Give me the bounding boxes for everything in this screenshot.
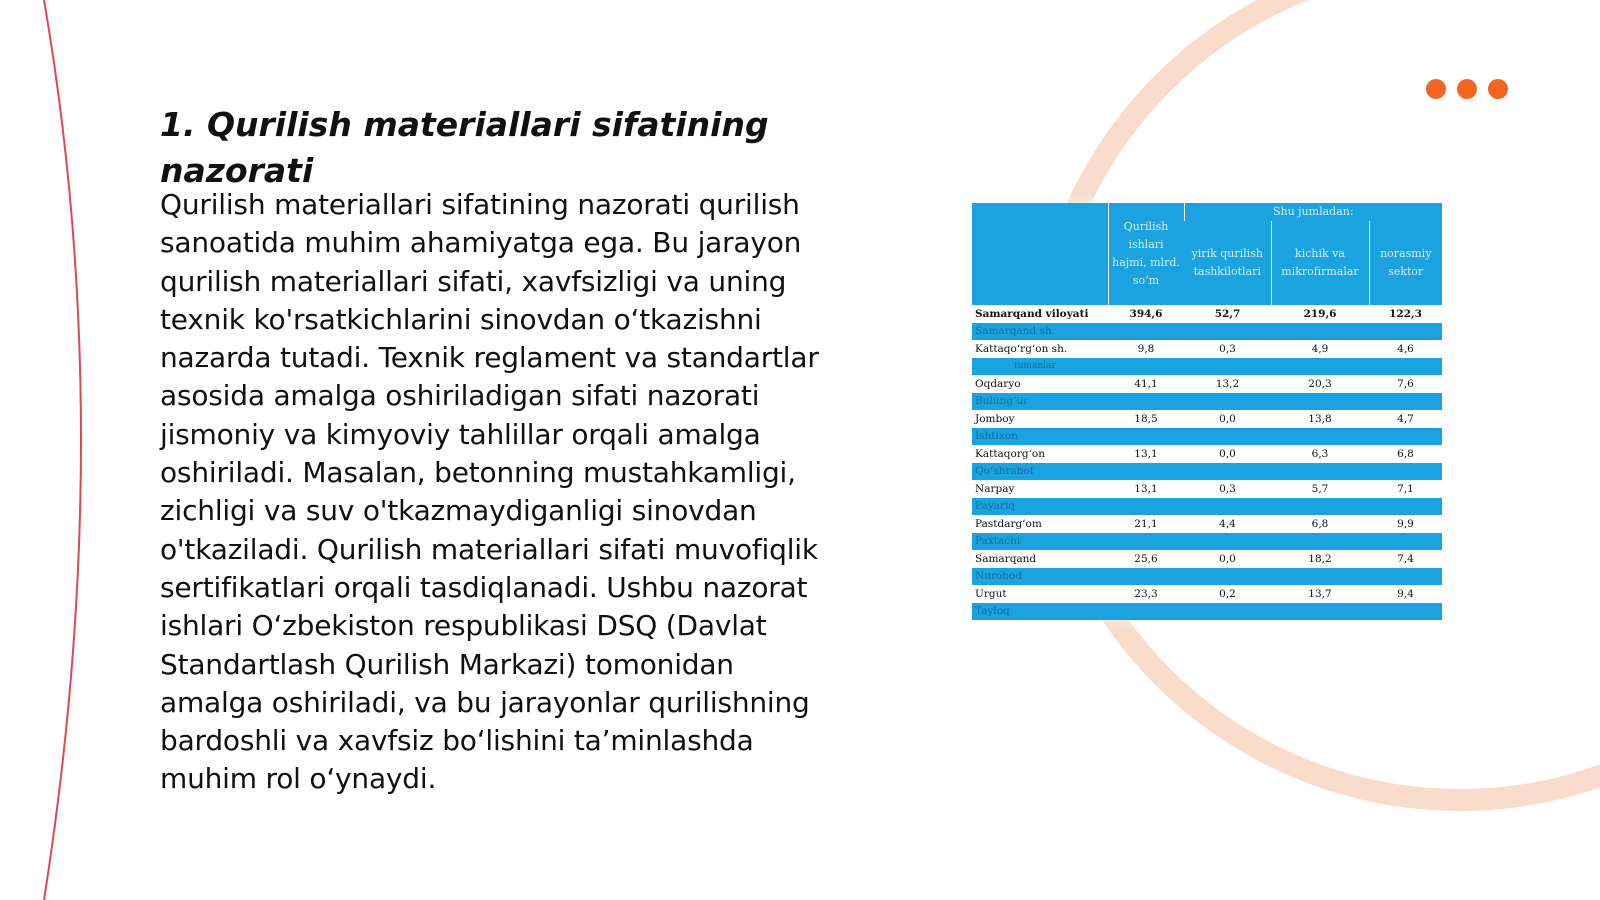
table-cell-value: 0,0 [1219,412,1236,425]
table-cell-name: Bulung‘ur [972,393,1108,411]
slide-title: 1. Qurilish materiallari sifatining nazorati [160,105,769,190]
table-cell-value: 7,6 [1397,377,1414,390]
table-row [972,550,1442,568]
more-options-icon[interactable] [1426,79,1508,99]
table-cell-value [1184,568,1271,586]
table-cell-value [1271,568,1369,586]
table-cell-value [1184,393,1271,411]
table-row [972,585,1442,603]
table-cell-value: 9,8 [1137,342,1155,355]
table-cell-value: 20,3 [1308,377,1332,390]
table-cell-value: 4,7 [1397,412,1414,425]
table-row [972,515,1442,533]
table-cell-value: 25,6 [1134,552,1158,565]
table-cell-name: Samarqand sh. [972,323,1108,341]
table-cell-value [1184,498,1271,516]
table-cell-value [1108,463,1184,481]
dot-icon [1426,79,1446,99]
table-cell-value [1108,498,1184,516]
table-row [972,568,1442,586]
table-cell-value: 7,4 [1397,552,1414,565]
table-cell-value: 6,8 [1311,517,1329,530]
table-header-cell: norasmiy sektor [1369,221,1442,305]
table-cell-value: 13,1 [1134,482,1158,495]
table-header-row [972,203,1442,221]
table-cell-value: 13,8 [1308,412,1332,425]
table-cell-name: Urgut [975,587,1007,600]
table-cell-value [1271,603,1369,621]
table-row [972,323,1442,341]
table-cell-name: Qo‘shrabot [972,463,1108,481]
table-row [972,410,1442,428]
table-cell-value: 18,5 [1134,412,1158,425]
table-cell-value [1108,603,1184,621]
table-cell-value [1184,323,1271,341]
table-cell-value [1369,533,1442,551]
table-cell-name: Oqdaryo [975,377,1021,390]
table-row [972,533,1442,551]
table-row [972,305,1442,323]
table-cell-value [1108,533,1184,551]
table-cell-value: 0,0 [1219,447,1236,460]
table-cell-value [1271,533,1369,551]
table-cell-value: 13,1 [1134,447,1158,460]
table-row [972,463,1442,481]
table-cell-value: 9,4 [1397,587,1414,600]
table-cell-value [1184,603,1271,621]
table-cell-value [1108,568,1184,586]
table-row [972,358,1442,376]
table-cell-value [1369,568,1442,586]
table-cell-name: Ishtixon [972,428,1108,446]
table-cell-name: Paxtachi [972,533,1108,551]
table-cell-value [1271,498,1369,516]
table-header-cell: yirik qurilish tashkilotlari [1184,221,1271,305]
construction-volume-table [972,203,1442,620]
table-cell-value [1184,358,1271,376]
table-cell-name: Jomboy [975,412,1015,425]
table-cell-value [1184,533,1271,551]
table-cell-value: 52,7 [1214,307,1241,320]
table-group-header: Shu jumladan: [1184,203,1442,221]
table-cell-value: 0,3 [1219,342,1236,355]
table-cell-value [1108,393,1184,411]
table-cell-value: 0,2 [1219,587,1236,600]
table-cell-value [1369,603,1442,621]
table-header-cell: kichik va mikrofirmalar [1271,221,1369,305]
table-cell-value: 18,2 [1308,552,1332,565]
table-cell-value: 41,1 [1134,377,1158,390]
table-cell-value [1369,428,1442,446]
table-cell-value: 9,9 [1397,517,1414,530]
table-cell-value [1369,498,1442,516]
table-cell-value [1108,323,1184,341]
table-header-cell [972,203,1108,305]
left-accent-line [44,0,81,900]
table-row [972,428,1442,446]
table-cell-name: Kattaqorg‘on [975,447,1046,460]
table-cell-name: Tayloq [972,603,1108,621]
table-cell-value [1271,463,1369,481]
table-cell-value: 4,6 [1397,342,1414,355]
table-row [972,445,1442,463]
table-header-cell: Qurilish ishlari hajmi, mlrd. so‘m [1108,203,1184,305]
table-row [972,498,1442,516]
table-row [972,375,1442,393]
table-cell-value: 7,1 [1397,482,1414,495]
table-cell-value [1369,393,1442,411]
table-row [972,603,1442,621]
table-cell-value: 21,1 [1134,517,1158,530]
table-cell-value [1271,428,1369,446]
table-cell-value: 23,3 [1134,587,1158,600]
statistics-table-image [972,203,1442,620]
table-cell-value [1369,323,1442,341]
table-cell-value [1108,358,1184,376]
table-body [972,305,1442,620]
table-cell-value [1369,358,1442,376]
table-cell-value [1369,463,1442,481]
table-cell-value: 4,4 [1219,517,1236,530]
table-cell-value [1271,393,1369,411]
table-cell-value: 0,0 [1219,552,1236,565]
table-cell-value: 13,7 [1308,587,1332,600]
table-row [972,340,1442,358]
slide-body-text: Qurilish materiallari sifatining nazorati qurilish sanoatida muhim ahamiyatga ega. Bu jarayon qurilish materiallari sifati, xavfsizligi va uning texnik ko'rsatkichlarini sinovdan o‘tkazishni nazarda tutadi. Texnik reglament va standartlar asosida amalga oshiriladigan sifati nazorati jismoniy va kimyoviy tahlillar orqali amalga oshiriladi. Masalan, betonning mustahkamligi, zichligi va suv o'tkazmaydiganligi sinovdan o'tkaziladi. Qurilish materiallari sifati muvofiqlik sertifikatlari orqali tasdiqlanadi. Ushbu nazorat ishlari O‘zbekiston respublikasi DSQ (Davlat Standartlash Qurilish Markazi) tomonidan amalga oshiriladi, va bu jarayonlar qurilishning bardoshli va xavfsiz bo‘lishini ta’minlashda muhim rol o‘ynaydi. [160,188,819,796]
table-cell-value: 0,3 [1219,482,1236,495]
table-cell-name: Payariq [972,498,1108,516]
table-cell-value [1271,323,1369,341]
table-cell-name: Kattaqo‘rg‘on sh. [975,342,1068,355]
table-cell-value: 5,7 [1311,482,1329,495]
table-cell-value [1271,358,1369,376]
table-cell-value: 219,6 [1303,307,1337,320]
dot-icon [1457,79,1477,99]
table-cell-value [1184,463,1271,481]
table-cell-name: Narpay [975,482,1015,495]
table-cell-name: Pastdarg‘om [975,517,1042,530]
table-cell-value: 4,9 [1311,342,1329,355]
table-cell-name: Samarqand [975,552,1037,565]
table-cell-value: 122,3 [1389,307,1422,320]
table-row [972,480,1442,498]
table-cell-name: Samarqand viloyati [975,307,1089,320]
table-cell-name: tumanlar [972,358,1108,376]
dot-icon [1488,79,1508,99]
table-cell-value [1184,428,1271,446]
table-cell-value [1108,428,1184,446]
table-cell-name: Nurobod [972,568,1108,586]
table-cell-value: 13,2 [1215,377,1240,390]
table-cell-value: 394,6 [1129,307,1163,320]
table-row [972,393,1442,411]
table-cell-value: 6,3 [1311,447,1329,460]
table-cell-value: 6,8 [1397,447,1414,460]
